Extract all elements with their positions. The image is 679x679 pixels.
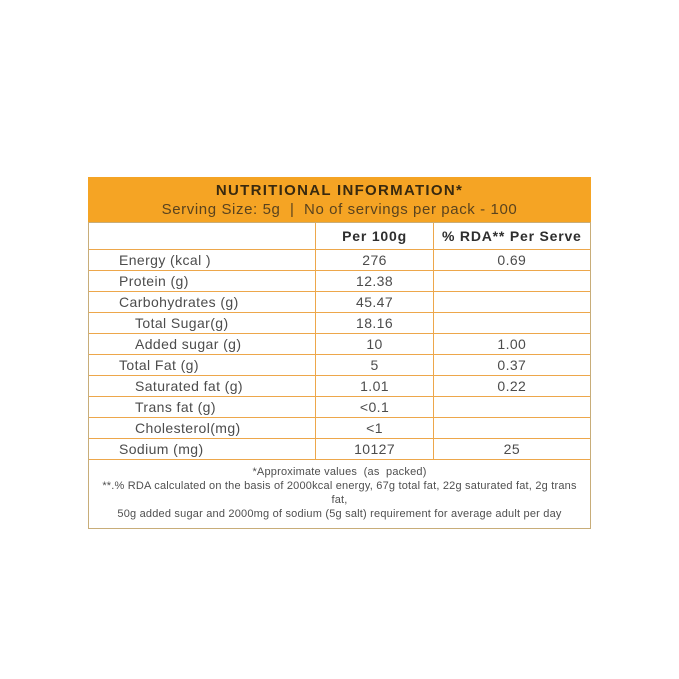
footnote-rda-basis-line2: 50g added sugar and 2000mg of sodium (5g salt) requirement for average adult per day <box>117 508 562 520</box>
table-row <box>89 334 590 355</box>
rda-per-serve-value <box>433 418 590 439</box>
serving-info: Serving Size: 5g | No of servings per pack - 100 <box>161 200 518 218</box>
table-row <box>89 313 590 334</box>
nutrient-name: Total Sugar(g) <box>89 313 316 334</box>
nutrient-name: Saturated fat (g) <box>89 376 316 397</box>
nutrient-name: Protein (g) <box>89 271 316 292</box>
per-100g-value: <1 <box>316 418 433 439</box>
rda-per-serve-value <box>433 313 590 334</box>
table-row <box>89 418 590 439</box>
rda-per-serve-value: 1.00 <box>433 334 590 355</box>
table-row <box>89 355 590 376</box>
table-row <box>89 376 590 397</box>
column-header-rda-per-serve: % RDA** Per Serve <box>433 223 590 250</box>
nutrient-name: Added sugar (g) <box>89 334 316 355</box>
per-100g-value: 12.38 <box>316 271 433 292</box>
rda-per-serve-value: 0.37 <box>433 355 590 376</box>
rda-per-serve-value: 0.22 <box>433 376 590 397</box>
footnote-rda-basis-line1: **.% RDA calculated on the basis of 2000kcal energy, 67g total fat, 22g saturated fat, 2g trans fat, <box>102 480 580 506</box>
column-header-blank <box>89 223 316 250</box>
per-100g-value: 5 <box>316 355 433 376</box>
rda-per-serve-value: 25 <box>433 439 590 460</box>
table-row <box>89 439 590 460</box>
table-row <box>89 250 590 271</box>
column-header-per-100g: Per 100g <box>316 223 433 250</box>
rda-per-serve-value: 0.69 <box>433 250 590 271</box>
per-100g-value: 45.47 <box>316 292 433 313</box>
rda-per-serve-value <box>433 292 590 313</box>
per-100g-value: 10 <box>316 334 433 355</box>
nutrient-name: Energy (kcal ) <box>89 250 316 271</box>
per-100g-value: 276 <box>316 250 433 271</box>
per-100g-value: 18.16 <box>316 313 433 334</box>
nutrition-table-container <box>88 222 591 529</box>
label-title: NUTRITIONAL INFORMATION* <box>215 181 464 199</box>
per-100g-value: <0.1 <box>316 397 433 418</box>
per-100g-value: 1.01 <box>316 376 433 397</box>
footnotes <box>89 460 590 528</box>
footnote-approximate-values: *Approximate values (as packed) <box>252 466 427 478</box>
table-header-row <box>89 223 590 250</box>
rda-per-serve-value <box>433 271 590 292</box>
nutrient-name: Sodium (mg) <box>89 439 316 460</box>
nutrition-label <box>88 177 591 529</box>
table-row <box>89 292 590 313</box>
table-row <box>89 271 590 292</box>
table-row <box>89 397 590 418</box>
nutrient-name: Trans fat (g) <box>89 397 316 418</box>
per-100g-value: 10127 <box>316 439 433 460</box>
label-header <box>88 177 591 222</box>
nutrient-name: Cholesterol(mg) <box>89 418 316 439</box>
nutrition-table <box>89 223 590 460</box>
nutrient-name: Total Fat (g) <box>89 355 316 376</box>
rda-per-serve-value <box>433 397 590 418</box>
nutrient-name: Carbohydrates (g) <box>89 292 316 313</box>
